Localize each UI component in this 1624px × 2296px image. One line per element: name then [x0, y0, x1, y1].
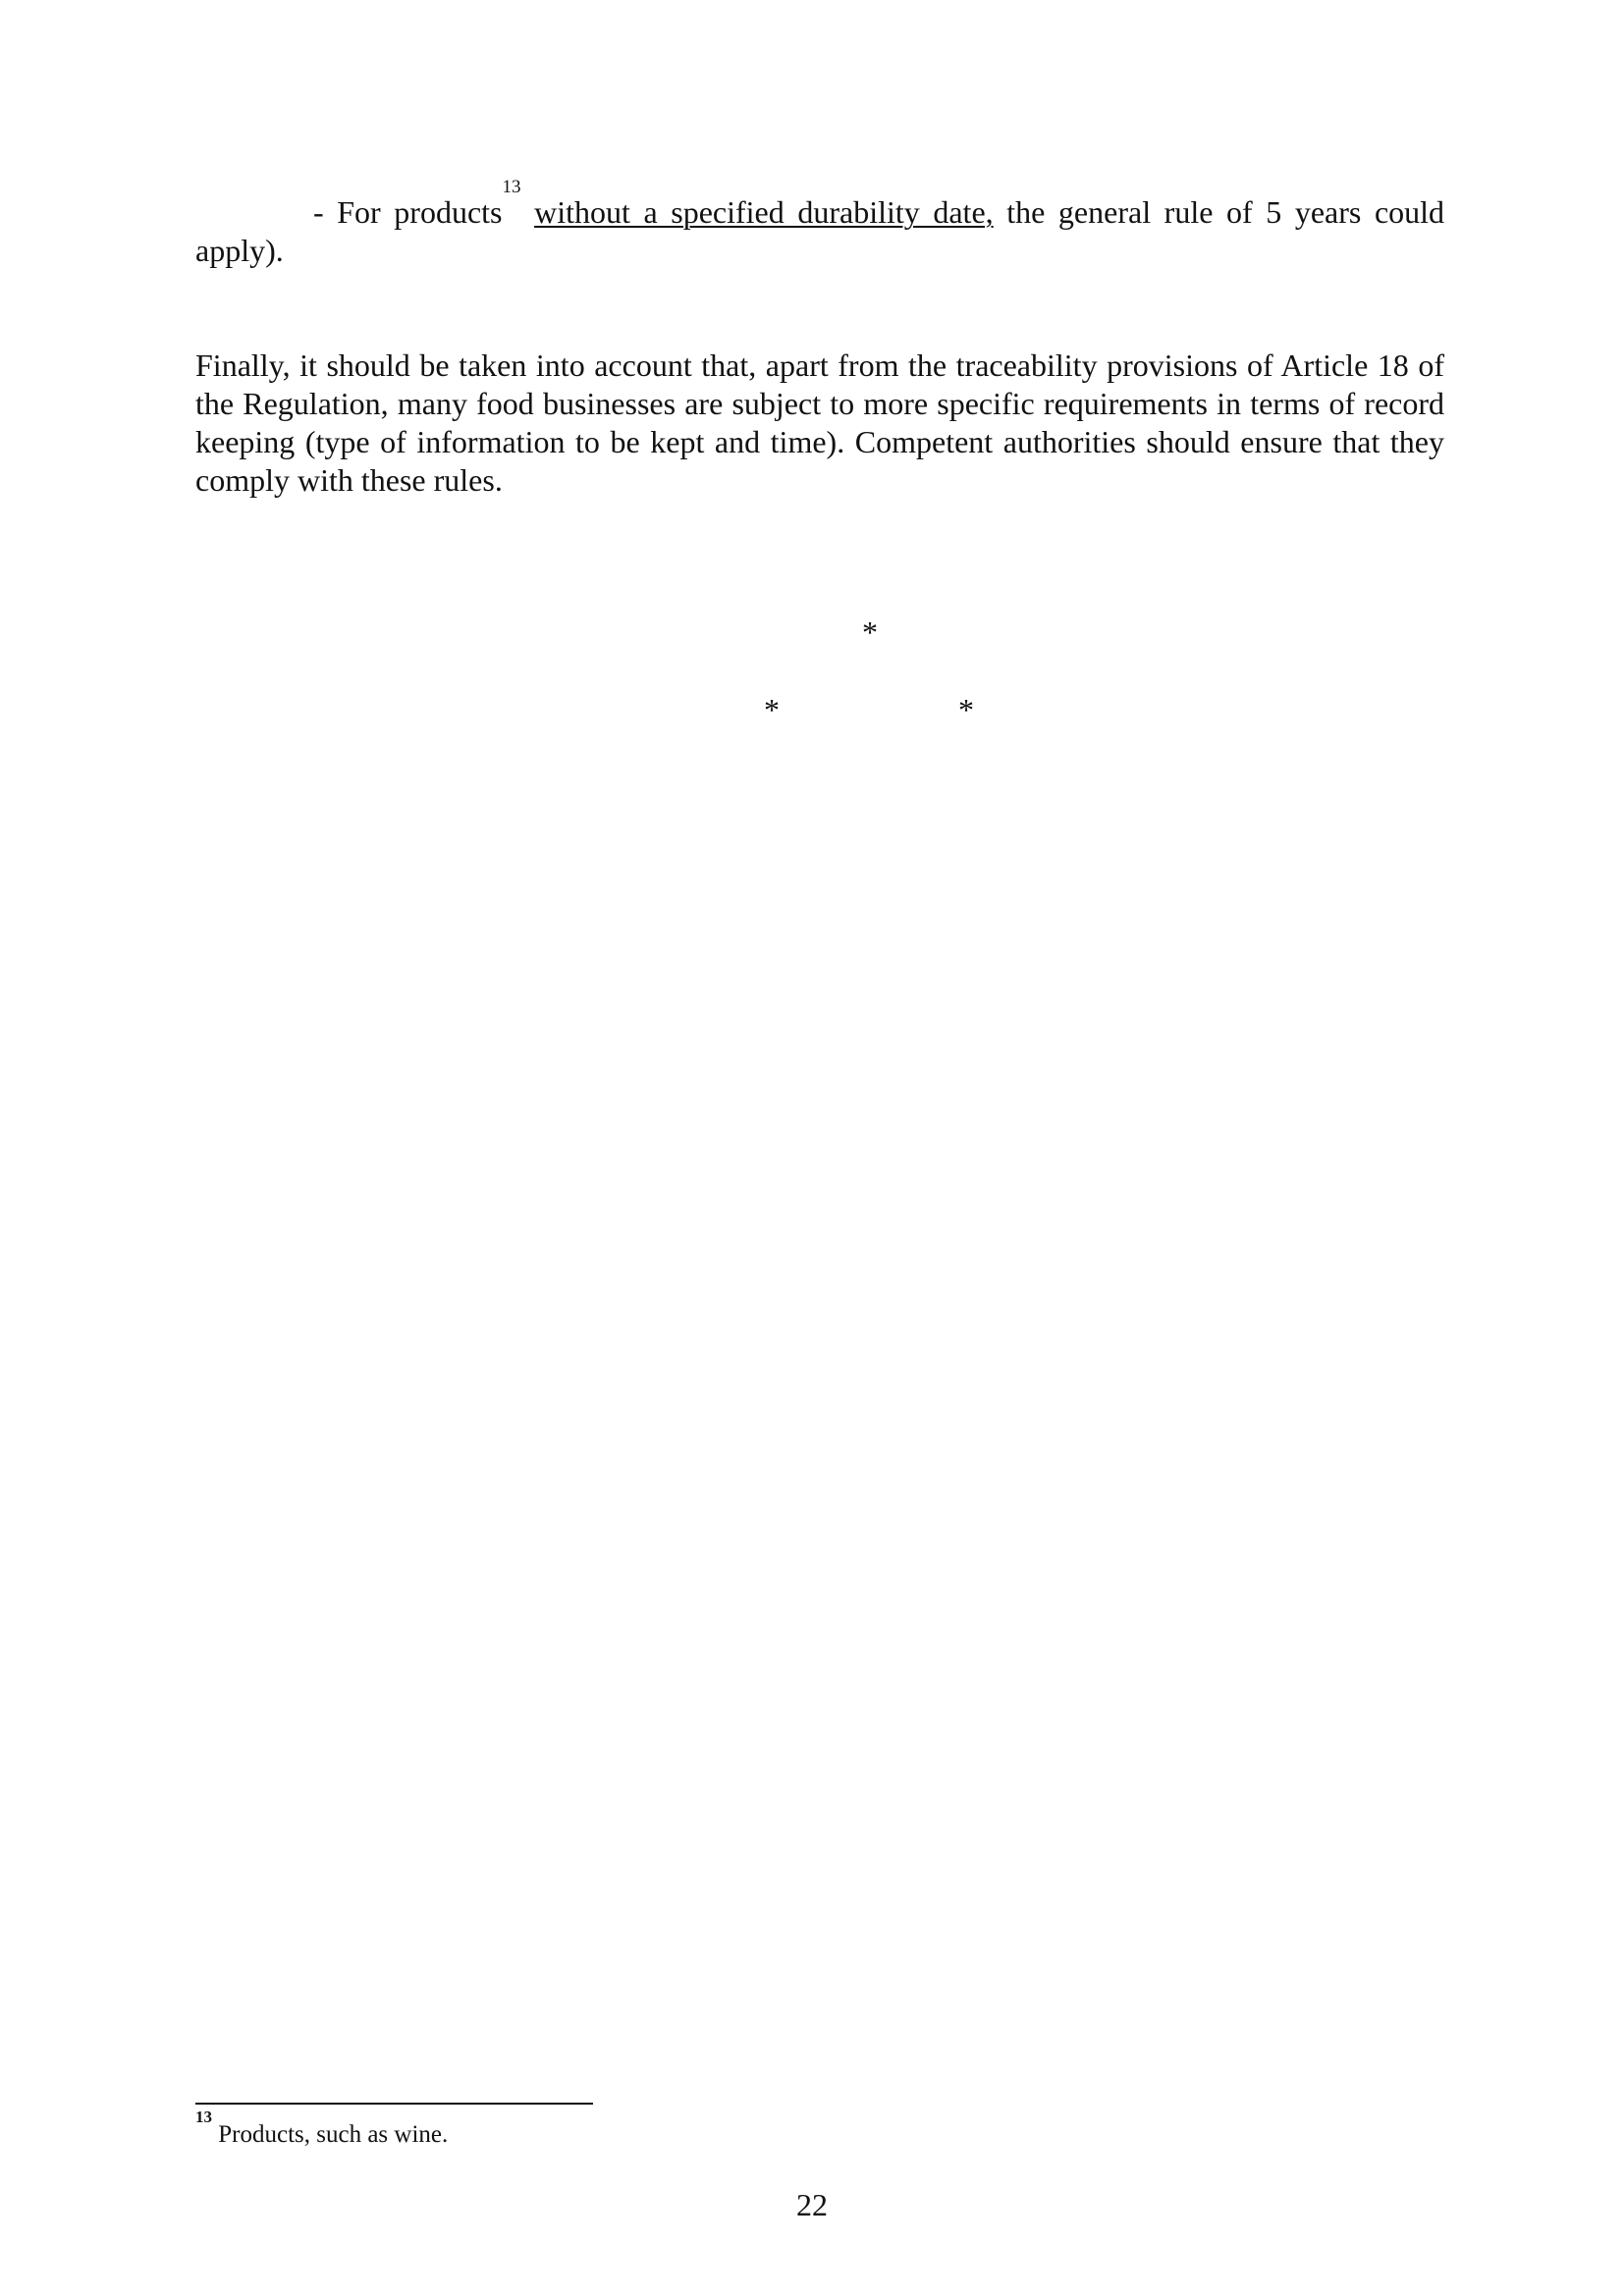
underlined-phrase: without a specified durability date,	[534, 194, 994, 230]
paragraph-record-keeping: Finally, it should be taken into account that, apart from the traceability provisions of Article 18 of the Regulation, many food businesses are subject to more specific requirements in terms of record keeping (type of information to be kept and time). Competent authorities should ensure that they comply with these rules.	[195, 347, 1444, 498]
footnote-number: 13	[195, 2108, 212, 2126]
paragraph-products-without-durability-date	[195, 177, 1445, 270]
paragraph-lead: - For products	[313, 194, 503, 230]
footnote-text: Products, such as wine.	[212, 2121, 449, 2148]
separator-star-right: *	[958, 692, 974, 727]
footnote	[195, 2108, 449, 2150]
paragraph-rest: the general rule of 5 years could apply).	[195, 194, 1445, 268]
separator-star-top: *	[862, 614, 878, 650]
footnote-divider	[195, 2103, 593, 2105]
footnote-reference: 13	[502, 177, 521, 197]
separator-star-left: *	[764, 692, 780, 727]
page-number: 22	[796, 2187, 828, 2222]
